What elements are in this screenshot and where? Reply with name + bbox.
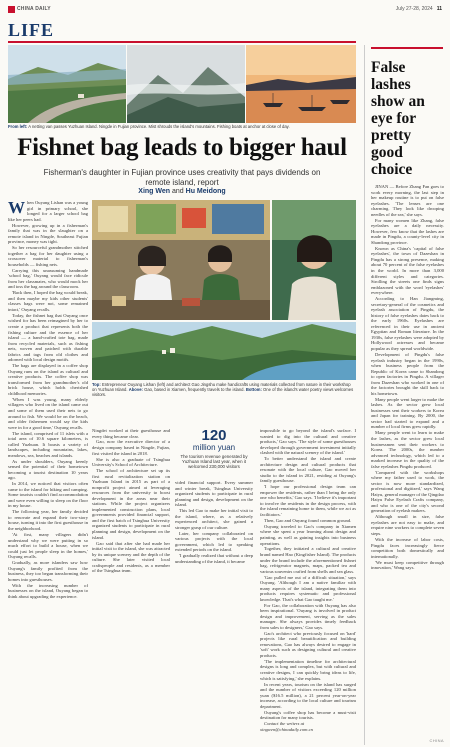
- article-byline: [8, 188, 356, 195]
- page-header: [8, 4, 442, 14]
- sidebar-rule: [371, 47, 443, 49]
- page-number: 11: [436, 6, 442, 12]
- sidebar-paragraph: According to Han Jiangming, secretary-general of the cosmetics and eyelash association of Pingdu, the history of false eyelashes dates back to the early 1960s. Eyelashes are referenced in their use in ancient Egyptian and Roman literature. In the 1930s, false eyelashes were adopted by Hollywood actresses and became popular as they spread worldwide.: [371, 296, 444, 352]
- body-paragraph: The school of architecture set up its first rural revitalization station on Yuzhuan Island in 2015 as part of a nonprofit project aimed at leveraging resources from the university to boost development in the areas near their stations. While the project organizers implemented construction plans, local governments provided financial support, and the first batch of Tsinghua University organized students to participate in rural planning and design, development on the island.: [92, 468, 170, 540]
- body-paragraph: impossible to go beyond the island's surface. I wanted to dig into the cultural and creative products,' Gao says. 'The style of some guesthouses developed through government investment initially clashed with the natural scenery of the island.': [260, 428, 356, 456]
- article-headline: Fishnet bag leads to bigger haul: [17, 134, 347, 161]
- body-paragraph: For Gao, the collaboration with Ouyang has also been inspirational. 'Ouyang is involved in product design and improvement, serving as the sales manager. She always provides timely feedback from sales to designers,' Gao says.: [260, 602, 356, 630]
- publication-name: CHINA DAILY: [17, 6, 51, 12]
- body-paragraph: So her resourceful grandmother stitched together a bag for her daughter using a crossover material to fisherman's households — fishing nets.: [8, 245, 88, 267]
- body-column-3: [175, 480, 253, 740]
- byline-and: and: [172, 188, 184, 195]
- body-paragraph: To better understand the island and create architecture design and cultural products that resonate with the local culture, Gao moved her studio to the island in 2021, residing at Ouyang's family guesthouse.: [260, 456, 356, 484]
- body-paragraph: The following year, her family decided to renovate and expand their two-story house, turning it into the first guesthouse in the neighborhood.: [8, 509, 88, 532]
- sidebar-paragraph: Known as China's 'capital of false eyelashes', the town of Dazeshan in Pingdu has a strong presence, making about 70 percent of the false eyelashes in the world. In more than 3,000 different styles and categories. Strolling the streets one finds signs emblazoned with the word 'eyelashes' everywhere.: [371, 245, 444, 296]
- body-paragraph: 'Back then, I hoped the bag would break, and then maybe my kids other students' classes bags were not, some remained intact,' Ouyang recalls.: [8, 290, 88, 312]
- body-paragraph: Ningdei worked at their guesthouse and every thing became clear.: [92, 428, 170, 439]
- body-paragraph: Together, they initiated a cultural and creative brand named Hao (Kingfisher Island). The products under the brand include the aforementioned fishnet bag, refrigerator magnets, maps, packed tea and various souvenirs crafted from shells and sea glass.: [260, 546, 356, 574]
- caption-lead: From left:: [8, 124, 28, 129]
- sidebar-paragraph: For many women like Zhang, false eyelashes are a daily necessity. However, few know that the lashes are made in Pingdu, a county-level city in Shandong province.: [371, 217, 444, 245]
- caption-lead-top: Top:: [92, 382, 101, 387]
- sidebar-story: [364, 45, 444, 745]
- contact-email[interactable]: xingwen@chinadaily.com.cn: [260, 727, 313, 733]
- article-deck: Fisherman's daughter in Fujian province uses creativity that pays dividends on remote island, report: [43, 168, 321, 187]
- feature-photo-collage: [92, 200, 356, 380]
- body-paragraph: 'I gradually realized that without a deep understanding of the island, it became: [175, 553, 253, 564]
- body-paragraph: Gradually, as more islanders saw how Ouyang's family profited from the business, they too began transforming their homes into guesthouses.: [8, 560, 88, 582]
- top-photo-strip: [8, 45, 356, 123]
- sidebar-paragraph: 'We must keep competitive through innovation,' Wang says.: [371, 559, 444, 571]
- feature-photo-caption: [92, 382, 356, 397]
- body-paragraph: 'At first, many villagers didn't understand why we were putting in so much effort to build a house, when we could just let people sleep in the homes,' Ouyang recalls.: [8, 531, 88, 560]
- body-paragraph: Gao said that after she had made her initial visit to the island, she was attracted by its unique scenery and the depth of the culture. She later visited local craftspeople and residents, as a member of the Tsinghua team.: [92, 540, 170, 574]
- body-paragraph: The island, comprised of 11 islets with a total area of 10.6 square kilometers, is called Yuzhuan. It boasts a variety of landscapes, including mountains, lakes, meadows, sea, beaches and islands.: [8, 430, 88, 458]
- body-paragraph: She is also a graduate of Tsinghua University's School of Architecture.: [92, 456, 170, 468]
- stat-description: The tourism revenue generated by Yuzhuan Island last year, when it welcomed 230,000 visitors: [180, 454, 248, 470]
- body-paragraph: Then, Gao and Ouyang found common ground.: [264, 517, 352, 523]
- landscape-photos-image: [8, 45, 356, 123]
- sidebar-paragraph: JINAN — Before Zhang Fan goes to work every morning, the last step in her makeup routine is to put on false eyelashes. 'The lenses are one charming. They look like drooping needles of the sea,' she says.: [371, 184, 444, 217]
- body-paragraph: With the increasing number of businesses on the island, Ouyang began to think about upgrading the experience.: [8, 582, 88, 599]
- issue-date: July 27-28, 2024: [395, 6, 433, 12]
- body-paragraph: The bags are displayed in a coffee shop Ouyang runs on the island as cultural and creative products. The coffee shop was transformed from her grandmother's old brick house, which holds cherished childhood memories.: [8, 363, 88, 396]
- caption-lead-above: Above:: [128, 387, 143, 392]
- section-title: LIFE: [8, 20, 55, 40]
- body-paragraph: Ouyang traveled to Gao's company in Xiamen where she spent a year learning about design and painting, as well as gaining insights into business operations.: [260, 523, 356, 546]
- body-paragraph: Gao, now the executive director of a design company based in Ningde, Fujian, first visited the island in 2018.: [92, 439, 170, 456]
- body-paragraph: In 2014, we noticed that visitors often came to the island for hiking and camping. Some tourists couldn't find accommodation and were even willing to sleep on the floor in my house.: [8, 481, 88, 509]
- body-paragraph: In recent years, tourism on the island has surged and the number of visitors exceeding 120 million yuan ($16.5 million), a 21 percent year-on-year increase, according to the local culture and tourism department.: [260, 681, 356, 709]
- sidebar-paragraph: Many people went larger to make the lashes. As the sector grew local businesses sent their workers to Korea and Japan for training. By 2000, the sector had started to expand and a number of local firms grew rapidly.: [371, 396, 444, 430]
- body-column-4: [260, 428, 356, 740]
- sidebar-headline: False lashes show an eye for pretty good choice: [371, 59, 425, 178]
- body-paragraph: This led Gao to make her initial visit to the island, where, as a relatively experienced architect, she gained a stronger grasp of our culture.: [175, 508, 253, 530]
- drop-cap: W: [8, 200, 25, 217]
- sidebar-paragraph: Many people went to learn to make the lashes, as the sector grew local businessmen sent their workers to Korea. The 2000s, the number advanced technology, which led to a marked increase in the quality of the false eyelashes Pingdu produced.: [371, 430, 444, 469]
- body-paragraph: As under shoulders, Ouyang keenly sensed the potential of their hometown becoming a tourist destination 10 years ago.: [8, 458, 88, 481]
- section-rule: [8, 41, 356, 43]
- body-paragraph: 'I hope our professional design team can empower the residents, rather than I being the only one who benefits,' Gao says. 'I believe it's important to involve the residents in the design process, with the island remaining home to them, while we act as facilitators.': [260, 484, 356, 517]
- body-paragraph: Gao's architect who previously focused on 'hard' projects like rural beautification and building renovations, Gao has always desired to engage in 'soft' work such as designing cultural and creative products.: [260, 630, 356, 658]
- caption-text: A netting van passes Yuzhuan Island. Ningde in Fujian province. Mist shrouds the island's mountains. Fishing boats at anchor at close of day.: [28, 124, 290, 129]
- caption-top-text: Entrepreneur Ouyang Lishan (left) and architect Gao Jingshu make handicrafts using materials collected from nature in their workshop on Yuzhuan Island.: [92, 382, 351, 392]
- stat-callout: [175, 428, 253, 476]
- workshop-photos-image: [92, 200, 356, 380]
- body-paragraph: Carrying this unassuming handmade 'school bag,' Ouyang would face ridicule from her classmates, who would mock her and toss the bag around the classroom.: [8, 267, 88, 290]
- caption-above-text: Gao, based in Xiamen, frequently travels to the island.: [144, 387, 245, 392]
- body-column-1: [8, 200, 88, 740]
- body-paragraph: Today, the fishnet bag that Ouyang once wished for has been reimagined by her to create a product that represents both the fishing culture and the essence of her island — a hand-crafted tote bag, made from recycled materials, such as fishing nets, woven and patched with durable fabrics and tags from old clothes and adorned with local design motifs.: [8, 312, 88, 363]
- sidebar-paragraph: 'Compared with the workshops where my father used to work, the sector is now more standardized, professional and digitized,' says Wang Haiyu, general manager of the Qingdao Haiyu False Eyelash Crafts company, and who is one of the city's second generation of eyelash makers.: [371, 469, 444, 514]
- body-column-2: [92, 428, 170, 740]
- body-paragraph: When Ouyang Lishan was a young girl in primary school, she longed for a larger school bag like her peers had.: [8, 200, 88, 222]
- stat-unit: million yuan: [192, 443, 236, 452]
- contact-label: Contact the writers at: [264, 721, 305, 727]
- sidebar-paragraph: With the increase of labor costs, Pingdu faces increasingly fierce competition both domestically and internationally.: [371, 536, 444, 559]
- body-paragraph: However, growing up in a fisherman's family that was in the slaughter on a remote island in Ningde, Southeast Fujian province, money was tight.: [8, 222, 88, 245]
- china-daily-logo-icon: [8, 6, 15, 13]
- body-paragraph: 'Gao pulled me out of a difficult situation,' says Ouyang. 'Although I am a native familiar with many aspects of the island, integrating them into products requires systematic and professional knowledge. That's what Gao taught me.': [260, 574, 356, 602]
- caption-bottom-text: One of the island's water poetry views welcomes visitors.: [92, 387, 354, 397]
- top-photo-caption: [8, 124, 356, 129]
- body-paragraph: 'When I was young, many elderly villagers who lived on the island came out and some of them used their nets to go around to fish. We would be on the beach, and older fishermen would say the kids were in for a good time,' Ouyang recalls.: [8, 396, 88, 430]
- body-paragraph: Later, her company collaborated on various projects with the local government, which led to speaking extended periods on the island.: [175, 530, 253, 553]
- stat-number: 120: [201, 427, 227, 444]
- footer-mark: CHINA: [429, 738, 444, 743]
- byline-author-2: Hu Meidong: [185, 188, 226, 195]
- caption-lead-bottom: Bottom:: [245, 387, 262, 392]
- body-paragraph: 'The implementation timeline for architectural designs is long and complex, but with cultural and creative designs, I can quickly bring ideas to life, which is satisfying,' she explains.: [260, 658, 356, 681]
- byline-author-1: Xing Wen: [138, 188, 171, 195]
- body-paragraph: vided financial support. Every summer and winter break, Tsinghua University organized students to participate in rural planning and design, development on the island.: [175, 480, 253, 508]
- sidebar-paragraph: Development of Pingdu's false eyelash industry began in the 1990s, when business people from the Republic of Korea came to Shandong to open factories in Pingdu. A villager from Dazeshan who worked in one of the factories brought the skill back to his hometown.: [371, 351, 444, 396]
- sidebar-paragraph: Although small in size, false eyelashes are not easy to make, and require nine workers to complete seven steps.: [371, 514, 444, 537]
- sidebar-body: [371, 184, 444, 747]
- body-paragraph: Ouyang's coffee shop has become a must-visit destination for many tourists.: [260, 709, 356, 721]
